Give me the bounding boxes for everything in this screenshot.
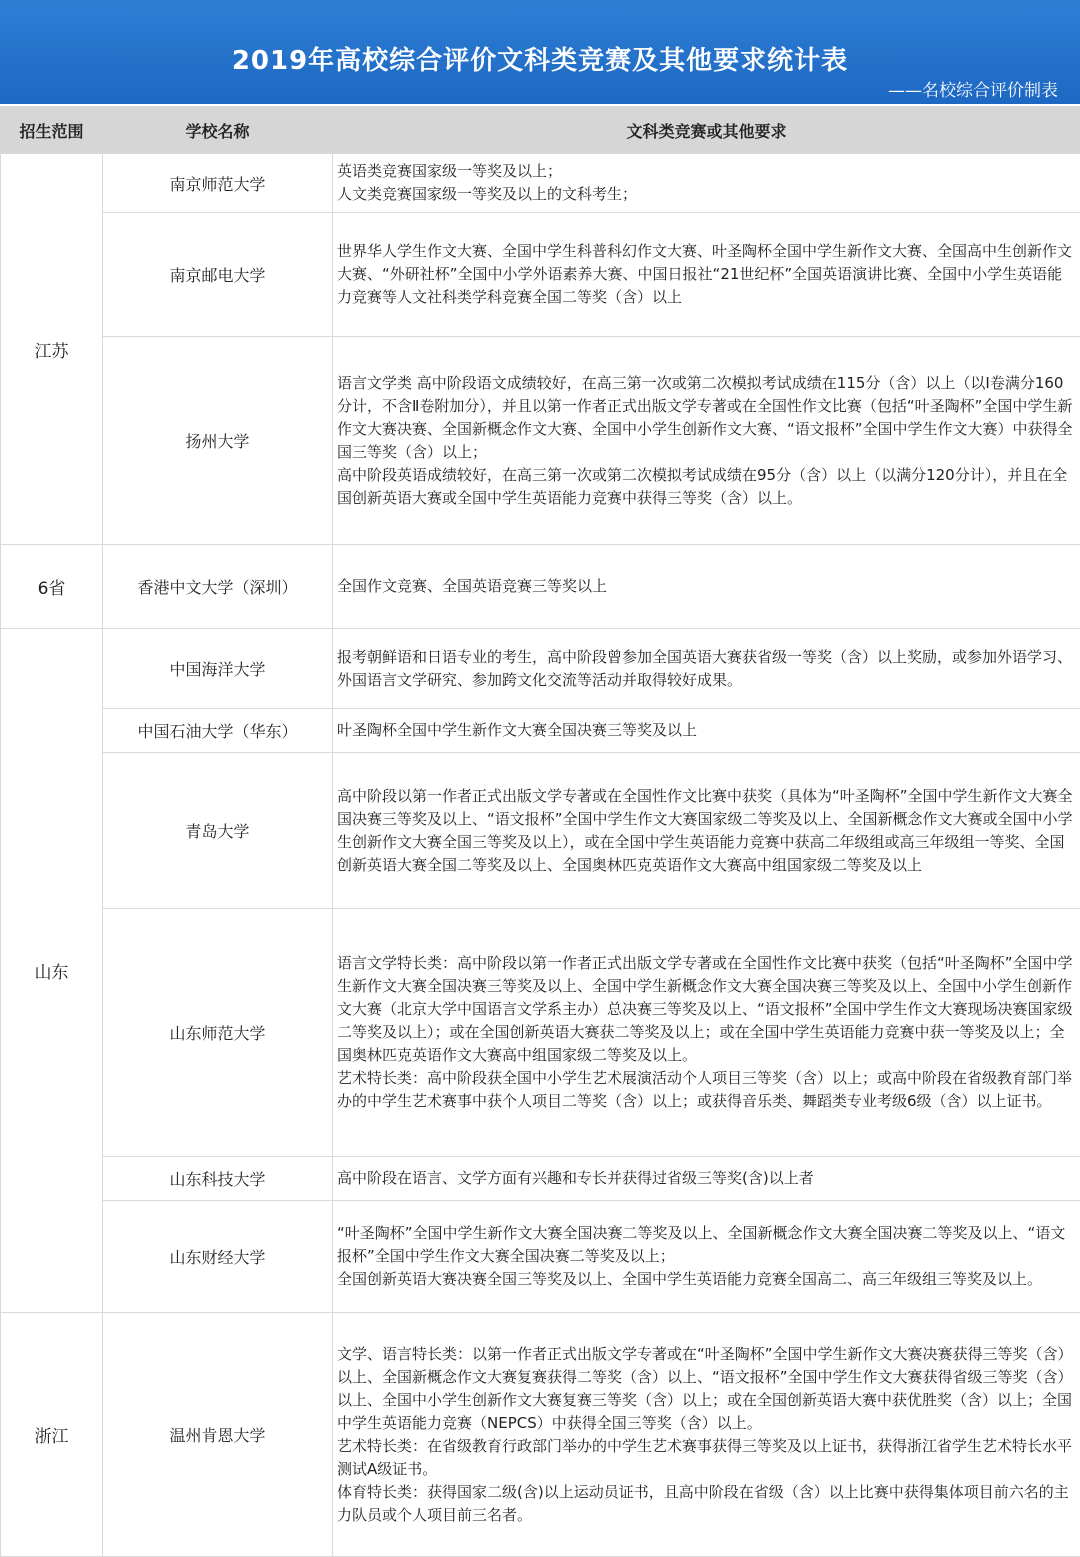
school-name: 山东财经大学 bbox=[103, 1201, 333, 1313]
school-name: 青岛大学 bbox=[103, 753, 333, 909]
school-name: 南京邮电大学 bbox=[103, 213, 333, 337]
table-row bbox=[1, 753, 1080, 909]
requirement-text: “叶圣陶杯”全国中学生新作文大赛全国决赛二等奖及以上、全国新概念作文大赛全国决赛二等奖及以上、“语文报杯”全国中学生作文大赛全国决赛二等奖及以上； 全国创新英语大赛决赛全国三等奖及以上、全国中学生英语能力竞赛全国高二、高三年级组三等奖及以上。 bbox=[333, 1201, 1080, 1313]
requirement-text: 语言文学类 高中阶段语文成绩较好，在高三第一次或第二次模拟考试成绩在115分（含）以上（以Ⅰ卷满分160分计，不含Ⅱ卷附加分），并且以第一作者正式出版文学专著或在全国性作文比赛（包括“叶圣陶杯”全国中学生新作文大赛决赛、全国新概念作文大赛、全国中小学生创新作文大赛、“语文报杯”全国中学生作文大赛）中获得全国三等奖（含）以上； 高中阶段英语成绩较好，在高三第一次或第二次模拟考试成绩在95分（含）以上（以满分120分计），并且在全国创新英语大赛或全国中学生英语能力竞赛中获得三等奖（含）以上。 bbox=[333, 337, 1080, 545]
table-row bbox=[1, 1157, 1080, 1201]
requirement-text: 英语类竞赛国家级一等奖及以上； 人文类竞赛国家级一等奖及以上的文科考生； bbox=[333, 154, 1080, 213]
table-row bbox=[1, 1201, 1080, 1313]
school-name: 温州肯恩大学 bbox=[103, 1313, 333, 1557]
school-name: 扬州大学 bbox=[103, 337, 333, 545]
column-header-requirements: 文科类竞赛或其他要求 bbox=[333, 107, 1080, 154]
column-header-region: 招生范围 bbox=[1, 107, 103, 154]
requirement-text: 叶圣陶杯全国中学生新作文大赛全国决赛三等奖及以上 bbox=[333, 709, 1080, 753]
region-cell: 江苏 bbox=[1, 154, 103, 545]
requirement-text: 文学、语言特长类：以第一作者正式出版文学专著或在“叶圣陶杯”全国中学生新作文大赛决赛获得三等奖（含）以上、全国新概念作文大赛复赛获得二等奖（含）以上、“语文报杯”全国中学生作文大赛获得省级三等奖（含）以上、全国中小学生创新作文大赛复赛三等奖（含）以上；或在全国创新英语大赛中获优胜奖（含）以上；全国中学生英语能力竞赛（NEPCS）中获得全国三等奖（含）以上。 艺术特长类：在省级教育行政部门举办的中学生艺术赛事获得三等奖及以上证书，获得浙江省学生艺术特长水平测试A级证书。 体育特长类：获得国家二级(含)以上运动员证书，且高中阶段在省级（含）以上比赛中获得集体项目前六名的主力队员或个人项目前三名者。 bbox=[333, 1313, 1080, 1557]
school-name: 山东师范大学 bbox=[103, 909, 333, 1157]
table-row bbox=[1, 709, 1080, 753]
school-name: 香港中文大学（深圳） bbox=[103, 545, 333, 629]
header-banner bbox=[0, 0, 1080, 104]
table-row bbox=[1, 909, 1080, 1157]
requirement-text: 世界华人学生作文大赛、全国中学生科普科幻作文大赛、叶圣陶杯全国中学生新作文大赛、全国高中生创新作文大赛、“外研社杯”全国中小学外语素养大赛、中国日报社“21世纪杯”全国英语演讲比赛、全国中小学生英语能力竞赛等人文社科类学科竞赛全国二等奖（含）以上 bbox=[333, 213, 1080, 337]
region-cell: 浙江 bbox=[1, 1313, 103, 1557]
requirements-table bbox=[0, 106, 1080, 1557]
table-row bbox=[1, 213, 1080, 337]
requirement-text: 全国作文竞赛、全国英语竞赛三等奖以上 bbox=[333, 545, 1080, 629]
requirement-text: 高中阶段在语言、文学方面有兴趣和专长并获得过省级三等奖(含)以上者 bbox=[333, 1157, 1080, 1201]
requirement-text: 语言文学特长类：高中阶段以第一作者正式出版文学专著或在全国性作文比赛中获奖（包括“叶圣陶杯”全国中学生新作文大赛全国决赛三等奖及以上、全国中学生新概念作文大赛全国决赛三等奖及以上、全国中小学生创新作文大赛（北京大学中国语言文学系主办）总决赛三等奖及以上、“语文报杯”全国中学生作文大赛现场决赛国家级二等奖及以上）；或在全国创新英语大赛获二等奖及以上；或在全国中学生英语能力竞赛中获一等奖及以上；全国奥林匹克英语作文大赛高中组国家级二等奖及以上。 艺术特长类：高中阶段获全国中小学生艺术展演活动个人项目三等奖（含）以上；或高中阶段在省级教育部门举办的中学生艺术赛事中获个人项目二等奖（含）以上；或获得音乐类、舞蹈类专业考级6级（含）以上证书。 bbox=[333, 909, 1080, 1157]
page-subtitle: ——名校综合评价制表 bbox=[888, 76, 1058, 101]
table-row bbox=[1, 337, 1080, 545]
region-cell: 6省 bbox=[1, 545, 103, 629]
table-row bbox=[1, 1313, 1080, 1557]
requirement-text: 高中阶段以第一作者正式出版文学专著或在全国性作文比赛中获奖（具体为“叶圣陶杯”全国中学生新作文大赛全国决赛三等奖及以上、“语文报杯”全国中学生作文大赛国家级二等奖及以上、全国新概念作文大赛或全国中小学生创新作文大赛全国三等奖及以上），或在全国中学生英语能力竞赛中获高二年级组或高三年级组一等奖、全国创新英语大赛全国二等奖及以上、全国奥林匹克英语作文大赛高中组国家级二等奖及以上 bbox=[333, 753, 1080, 909]
school-name: 山东科技大学 bbox=[103, 1157, 333, 1201]
table-row bbox=[1, 629, 1080, 709]
region-cell: 山东 bbox=[1, 629, 103, 1313]
table-row bbox=[1, 154, 1080, 213]
column-header-school: 学校名称 bbox=[103, 107, 333, 154]
requirement-text: 报考朝鲜语和日语专业的考生，高中阶段曾参加全国英语大赛获省级一等奖（含）以上奖励，或参加外语学习、外国语言文学研究、参加跨文化交流等活动并取得较好成果。 bbox=[333, 629, 1080, 709]
school-name: 中国石油大学（华东） bbox=[103, 709, 333, 753]
school-name: 中国海洋大学 bbox=[103, 629, 333, 709]
page-title: 2019年高校综合评价文科类竞赛及其他要求统计表 bbox=[0, 40, 1080, 77]
table-header-row bbox=[1, 107, 1080, 154]
table-row bbox=[1, 545, 1080, 629]
school-name: 南京师范大学 bbox=[103, 154, 333, 213]
